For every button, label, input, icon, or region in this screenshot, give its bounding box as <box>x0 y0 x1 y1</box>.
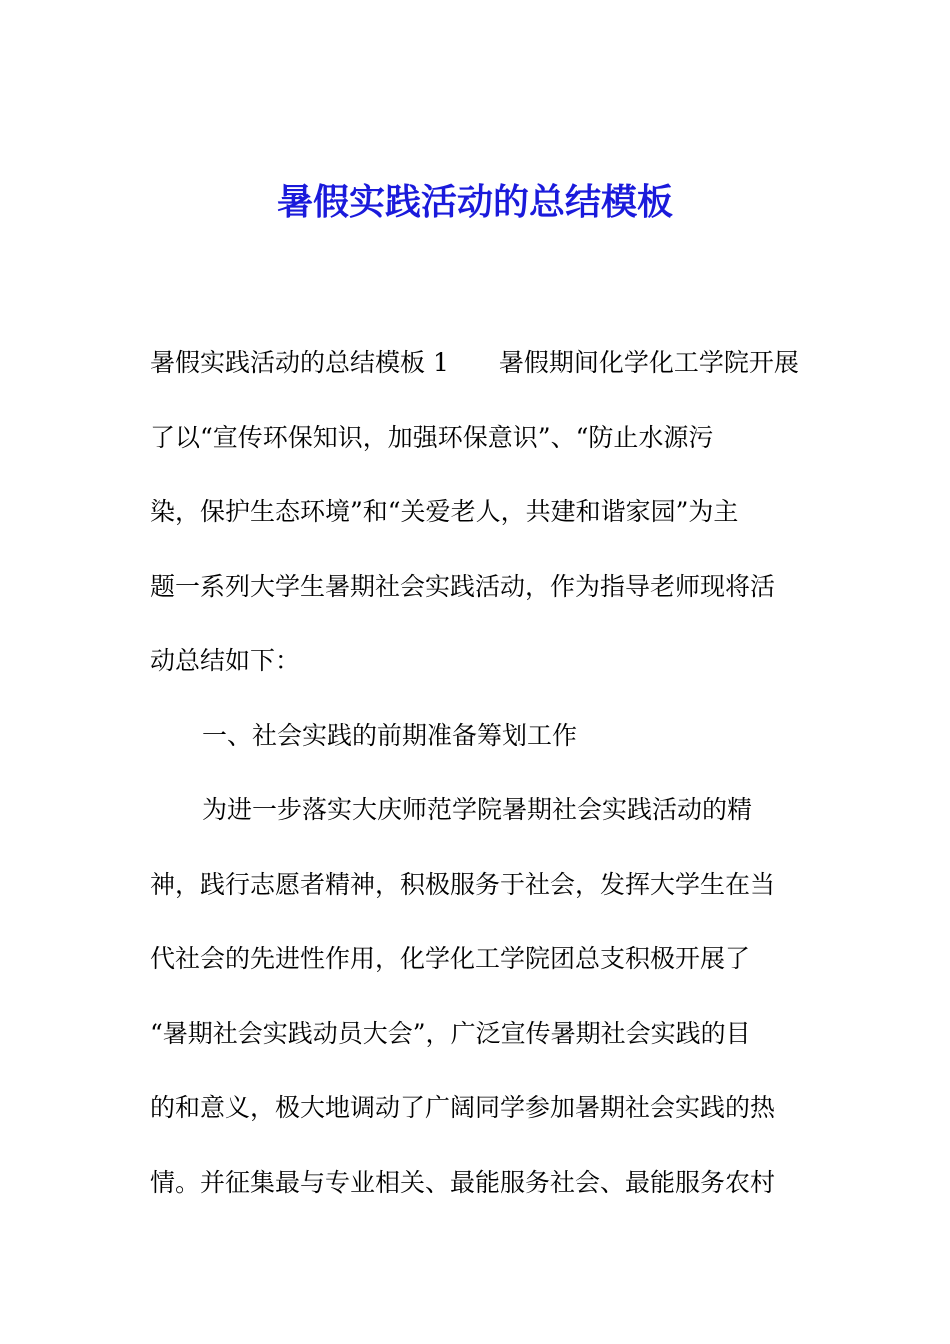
section-heading-inline: 暑假实践活动的总结模板 1 <box>150 348 449 377</box>
text-line: 神，践行志愿者精神，积极服务于社会，发挥大学生在当 <box>150 869 776 899</box>
text-line: 情。并征集最与专业相关、最能服务社会、最能服务农村 <box>150 1167 776 1197</box>
section-heading: 一、社会实践的前期准备筹划工作 <box>202 720 578 750</box>
text-line: 染，保护生态环境”和“关爱老人，共建和谐家园”为主 <box>150 497 739 526</box>
document-body <box>150 326 810 1220</box>
text-line: 题一系列大学生暑期社会实践活动，作为指导老师现将活 <box>150 571 776 601</box>
document-title: 暑假实践活动的总结模板 <box>276 181 673 223</box>
text-line: 代社会的先进性作用，化学化工学院团总支积极开展了 <box>150 944 751 973</box>
text-line <box>150 326 810 401</box>
text-line: “暑期社会实践动员大会”，广泛宣传暑期社会实践的目 <box>150 1018 751 1048</box>
text-line: 为进一步落实大庆师范学院暑期社会实践活动的精 <box>202 795 753 824</box>
text-line: 了以“宣传环保知识，加强环保意识”、“防止水源污 <box>150 422 714 452</box>
text-line: 动总结如下： <box>150 646 301 675</box>
text-segment: 暑假期间化学化工学院开展 <box>498 348 799 377</box>
text-line: 的和意义，极大地调动了广阔同学参加暑期社会实践的热 <box>150 1093 776 1122</box>
